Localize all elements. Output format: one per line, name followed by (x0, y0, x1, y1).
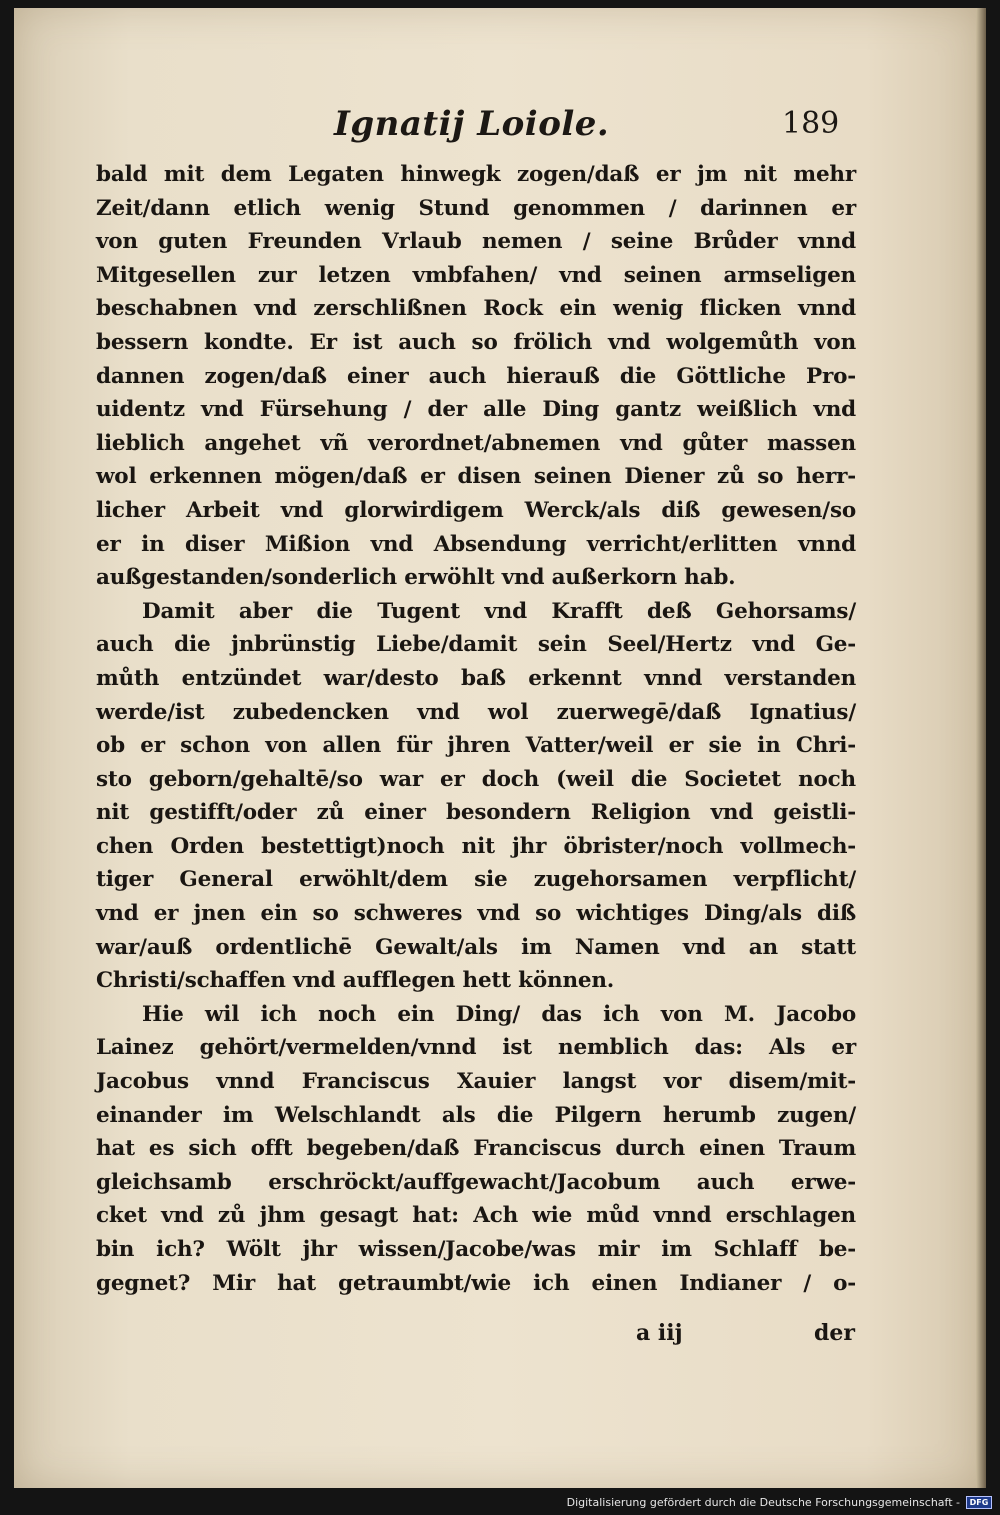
text-line: Mitgesellen zur letzen vmbfahen/ vnd seinen armseligen (96, 262, 856, 288)
text-line: lieblich angehet vñ verordnet/abnemen vnd gůter massen (96, 430, 856, 456)
text-line: hat es sich offt begeben/daß Franciscus durch einen Traum (96, 1136, 856, 1162)
text-line: Jacobus vnnd Franciscus Xauier langst vor disem/mit- (96, 1069, 856, 1095)
text-line: bin ich? Wölt jhr wissen/Jacobe/was mir im Schlaff be- (96, 1237, 856, 1262)
text-line: dannen zogen/daß einer auch hierauß die Göttliche Pro- (96, 363, 856, 389)
running-head: Ignatij Loiole. (334, 104, 610, 144)
text-line: uidentz vnd Fürsehung / der alle Ding gantz weißlich vnd (96, 397, 856, 423)
dfg-logo-icon: DFG (966, 1496, 992, 1509)
text-line: auch die jnbrünstig Liebe/damit sein Seel/Hertz vnd Ge- (96, 632, 856, 658)
text-line: außgestanden/sonderlich erwöhlt vnd außerkorn hab. (96, 565, 736, 591)
footer-bar (0, 1488, 1000, 1515)
text-line: gegnet? Mir hat getraumbt/wie ich einen Indianer / o- (96, 1270, 856, 1296)
text-line: Christi/schaffen vnd aufflegen hett können. (96, 968, 615, 994)
text-line: vnd er jnen ein so schweres vnd so wichtiges Ding/als diß (96, 901, 856, 927)
text-line: nit gestifft/oder zů einer besondern Religion vnd geistli- (96, 800, 856, 826)
text-line: sto geborn/gehaltē/so war er doch (weil die Societet noch (96, 766, 856, 792)
text-line: wol erkennen mögen/daß er disen seinen Diener zů so herr- (96, 464, 856, 490)
text-line: werde/ist zubedencken vnd wol zuerwegē/daß Ignatius/ (96, 699, 856, 725)
text-line: Hie wil ich noch ein Ding/ das ich von M. Jacobo (142, 1001, 856, 1027)
body-text (96, 158, 856, 1300)
text-line: bald mit dem Legaten hinwegk zogen/daß er jm nit mehr (96, 162, 856, 187)
text-line: ob er schon von allen für jhren Vatter/weil er sie in Chri- (96, 733, 856, 759)
text-line: einander im Welschlandt als die Pilgern herumb zugen/ (96, 1102, 856, 1128)
text-line: Zeit/dann etlich wenig Stund genommen / darinnen er (96, 195, 856, 221)
text-line: cket vnd zů jhm gesagt hat: Ach wie můd vnnd erschlagen (96, 1203, 856, 1229)
text-line: tiger General erwöhlt/dem sie zugehorsamen verpflicht/ (96, 867, 856, 893)
funding-credit: Digitalisierung gefördert durch die Deutsche Forschungsgemeinschaft - (566, 1496, 960, 1509)
text-line: er in diser Mißion vnd Absendung verricht/erlitten vnnd (96, 531, 856, 557)
text-line: von guten Freunden Vrlaub nemen / seine Brůder vnnd (96, 229, 856, 255)
page-header (14, 104, 982, 150)
text-line: gleichsamb erschröckt/auffgewacht/Jacobum auch erwe- (96, 1169, 856, 1195)
text-line: licher Arbeit vnd glorwirdigem Werck/als diß gewesen/so (96, 497, 856, 523)
text-line: Damit aber die Tugent vnd Krafft deß Gehorsams/ (142, 598, 856, 624)
signature-mark: a iij (636, 1320, 683, 1346)
text-line: chen Orden bestettigt)noch nit jhr öbrister/noch vollmech- (96, 833, 856, 859)
text-line: Lainez gehört/vermelden/vnnd ist nemblich das: Als er (96, 1035, 856, 1061)
signature-line (14, 1320, 982, 1354)
book-page (14, 8, 982, 1488)
catchword: der (814, 1320, 855, 1346)
text-line: beschabnen vnd zerschlißnen Rock ein wenig flicken vnnd (96, 296, 856, 322)
text-line: můth entzündet war/desto baß erkennt vnnd verstanden (96, 665, 856, 691)
text-line: war/auß ordentlichē Gewalt/als im Namen vnd an statt (96, 934, 856, 960)
text-line: bessern kondte. Er ist auch so frölich vnd wolgemůth von (96, 329, 856, 355)
page-number: 189 (782, 106, 840, 141)
